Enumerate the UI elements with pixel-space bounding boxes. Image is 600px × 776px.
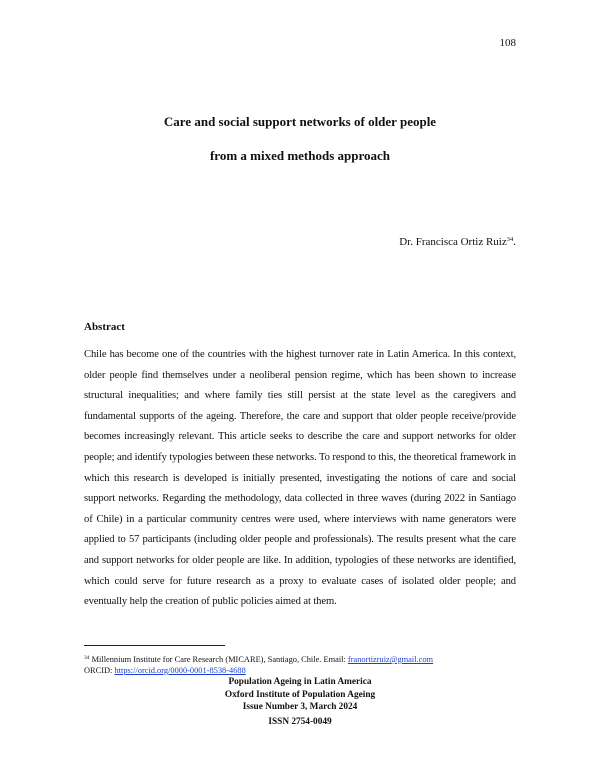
footnote-marker: 34	[84, 655, 90, 661]
author-footnote-marker[interactable]: 34	[506, 236, 514, 243]
author-suffix: .	[513, 236, 516, 248]
footnote-affiliation	[84, 653, 433, 665]
orcid-label: ORCID:	[84, 666, 115, 675]
abstract-text: Chile has become one of the countries with the highest turnover rate in Latin America. In this context, older people find themselves under a neoliberal pension regime, which has been shown to increase structural inequalities; and where family ties still persist at the state level as the caregivers and fundamental supports of the ageing. Therefore, the care and support that older people receive/provide becomes increasingly relevant. This article seeks to describe the care and support networks for older people; and identify typologies between these networks. To respond to this, the theoretical framework in which this research is developed is initially presented, investigating the notions of care and social support networks. Regarding the methodology, data collected in three waves (during 2022 in Santiago of Chile) in a particular community centres were used, where interviews with name generators were applied to 57 participants (including older people and professionals). The results present what the care and support networks for older people are like. In addition, typologies of these networks are identified, which could serve for future research as a proxy to evaluate cases of isolated older people; and eventually help the creation of public policies aimed at them.	[84, 349, 516, 608]
footnote-affiliation-text: Millennium Institute for Care Research (MICARE), Santiago, Chile. Email:	[89, 655, 348, 664]
orcid-link[interactable]: https://orcid.org/0000-0001-8538-4688	[114, 666, 246, 675]
footnote-orcid	[84, 665, 246, 676]
paper-title-line-1: Care and social support networks of older people	[163, 114, 437, 129]
paper-title-line-2: from a mixed methods approach	[209, 148, 391, 163]
journal-publisher: Oxford Institute of Population Ageing	[224, 690, 376, 700]
author-line	[399, 236, 516, 248]
journal-issn: ISSN 2754-0049	[268, 717, 332, 727]
journal-title: Population Ageing in Latin America	[228, 677, 372, 687]
author-name: Dr. Francisca Ortiz Ruiz	[399, 236, 507, 248]
footnote-divider	[84, 645, 225, 646]
email-link[interactable]: franortizruiz@gmail.com	[347, 655, 434, 664]
page-number: 108	[499, 37, 516, 49]
journal-issue: Issue Number 3, March 2024	[242, 702, 358, 712]
abstract-heading: Abstract	[84, 321, 125, 333]
